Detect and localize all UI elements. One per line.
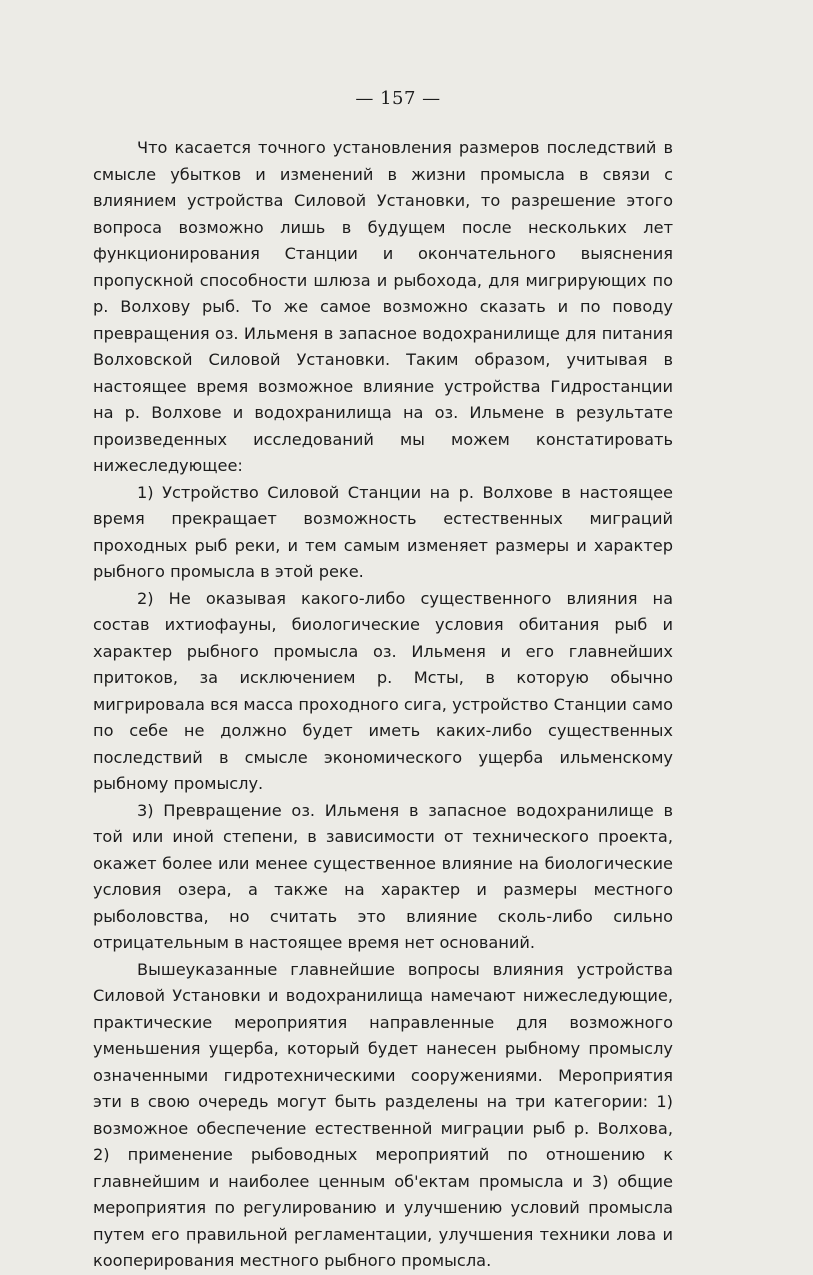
paragraph-point-1: 1) Устройство Силовой Станции на р. Волхове в настоящее время прекращает возможность естественных миграций проходных рыб реки, и тем самым изменяет размеры и характер рыбного промысла в этой реке.: [93, 482, 673, 581]
paragraph-point-2: 2) Не оказывая какого-либо существенного влияния на состав ихтиофауны, биологические условия обитания рыб и характер рыбного промысла оз. Ильменя и его главнейших притоков, за исключением р. Мсты, в которую обычно мигрировала вся масса проходного сига, устройство Станции само по себе не должно будет иметь каких-либо существенных последствий в смысле экономического ущерба ильменскому рыбному промыслу.: [93, 588, 673, 793]
paragraph-measures: Вышеуказанные главнейшие вопросы влияния устройства Силовой Установки и водохранилища намечают нижеследующие, практические мероприятия направленные для возможного уменьшения ущерба, который будет нанесен рыбному промыслу означенными гидротехническими сооружениями. Мероприятия эти в свою очередь могут быть разделены на три категории: 1) возможное обеспечение естественной миграции рыб р. Волхова, 2) применение рыбоводных мероприятий по отношению к главнейшим и наиболее ценным об'ектам промысла и 3) общие мероприятия по регулированию и улучшению условий промысла путем его правильной регламентации, улучшения техники лова и кооперирования местного рыбного промысла.: [93, 959, 673, 1270]
paragraph-point-3: 3) Превращение оз. Ильменя в запасное водохранилище в той или иной степени, в зависимости от технического проекта, окажет более или менее существенное влияние на биологические условия озера, а также на характер и размеры местного рыболовства, но считать это влияние сколь-либо сильно отрицательным в настоящее время нет оснований.: [93, 800, 673, 952]
paragraph-intro: Что касается точного установления размеров последствий в смысле убытков и изменений в жизни промысла в связи с влиянием устройства Силовой Установки, то разрешение этого вопроса возможно лишь в будущем после нескольких лет функционирования Станции и окончательного выяснения пропускной способности шлюза и рыбохода, для мигрирующих по р. Волхову рыб. То же самое возможно сказать и по поводу превращения оз. Ильменя в запасное водохранилище для питания Волховской Силовой Установки. Таким образом, учитывая в настоящее время возможное влияние устройства Гидростанции на р. Волхове и водохранилища на оз. Ильмене в результате произведенных исследований мы можем констатировать нижеследующее:: [93, 138, 673, 475]
page-number: — 157 —: [355, 88, 441, 109]
body-text: [93, 135, 673, 1275]
